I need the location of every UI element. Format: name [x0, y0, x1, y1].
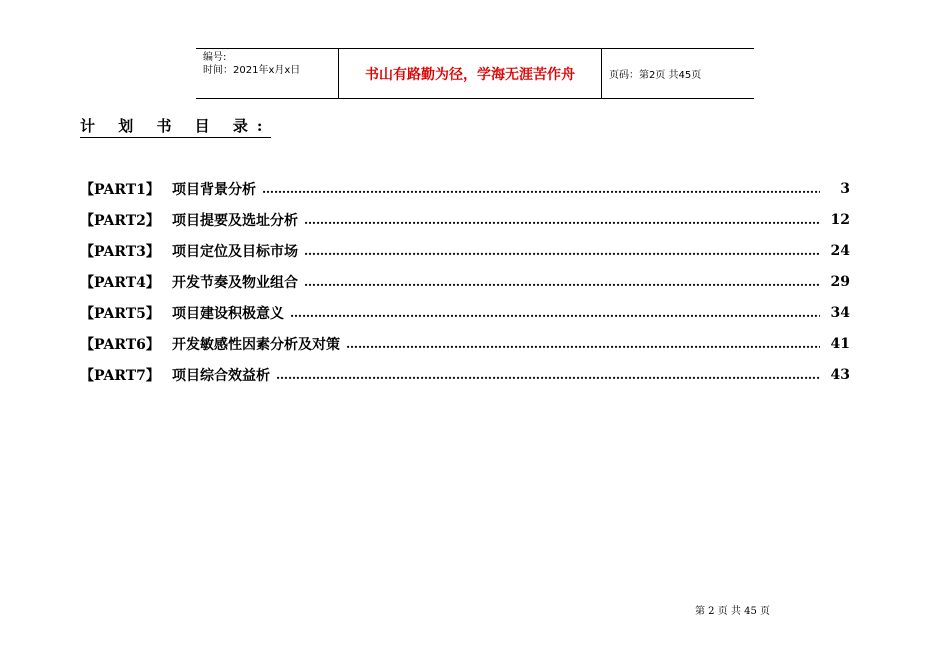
- toc-leader-dots: [304, 244, 820, 258]
- number-label: 编号:: [203, 52, 227, 63]
- toc-part: 【PART2】: [80, 212, 160, 229]
- toc-part: 【PART4】: [80, 274, 160, 291]
- header-motto: 书山有路勤为径，学海无涯苦作舟: [339, 49, 602, 98]
- toc-part: 【PART6】: [80, 336, 160, 353]
- toc-entry-title: 开发敏感性因素分析及对策: [172, 336, 340, 353]
- toc-leader-dots: [304, 275, 820, 289]
- toc-part: 【PART3】: [80, 243, 160, 260]
- toc-entry-title: 项目建设积极意义: [172, 305, 284, 322]
- header-page-info: 页码：第2页 共45页: [609, 70, 702, 81]
- toc-page-number: 3: [840, 180, 850, 197]
- toc-leader-dots: [290, 306, 820, 320]
- toc-leader-dots: [346, 337, 820, 351]
- toc-part: 【PART1】: [80, 181, 160, 198]
- table-of-contents: [80, 173, 850, 390]
- toc-entry[interactable]: [80, 204, 850, 235]
- page-header: [196, 48, 754, 99]
- toc-entry[interactable]: [80, 173, 850, 204]
- header-meta: [196, 49, 339, 98]
- toc-page-number: 24: [830, 242, 850, 259]
- time-label: 时间：2021年x月x日: [203, 65, 301, 76]
- toc-entry-title: 开发节奏及物业组合: [172, 274, 298, 291]
- toc-entry[interactable]: [80, 297, 850, 328]
- toc-entry-title: 项目综合效益析: [172, 367, 270, 384]
- toc-part: 【PART7】: [80, 367, 160, 384]
- toc-entry[interactable]: [80, 359, 850, 390]
- toc-page-number: 43: [830, 366, 850, 383]
- toc-leader-dots: [304, 213, 820, 227]
- toc-page-number: 41: [830, 335, 850, 352]
- toc-part: 【PART5】: [80, 305, 160, 322]
- toc-title: 计 划 书 目 录:: [80, 115, 271, 138]
- toc-leader-dots: [262, 182, 820, 196]
- toc-page-number: 34: [830, 304, 850, 321]
- toc-page-number: 12: [830, 211, 850, 228]
- toc-leader-dots: [276, 368, 820, 382]
- toc-entry[interactable]: [80, 328, 850, 359]
- toc-entry-title: 项目提要及选址分析: [172, 212, 298, 229]
- toc-page-number: 29: [830, 273, 850, 290]
- page-footer: 第 2 页 共 45 页: [695, 606, 770, 617]
- toc-entry-title: 项目背景分析: [172, 181, 256, 198]
- toc-entry[interactable]: [80, 235, 850, 266]
- toc-entry-title: 项目定位及目标市场: [172, 243, 298, 260]
- toc-entry[interactable]: [80, 266, 850, 297]
